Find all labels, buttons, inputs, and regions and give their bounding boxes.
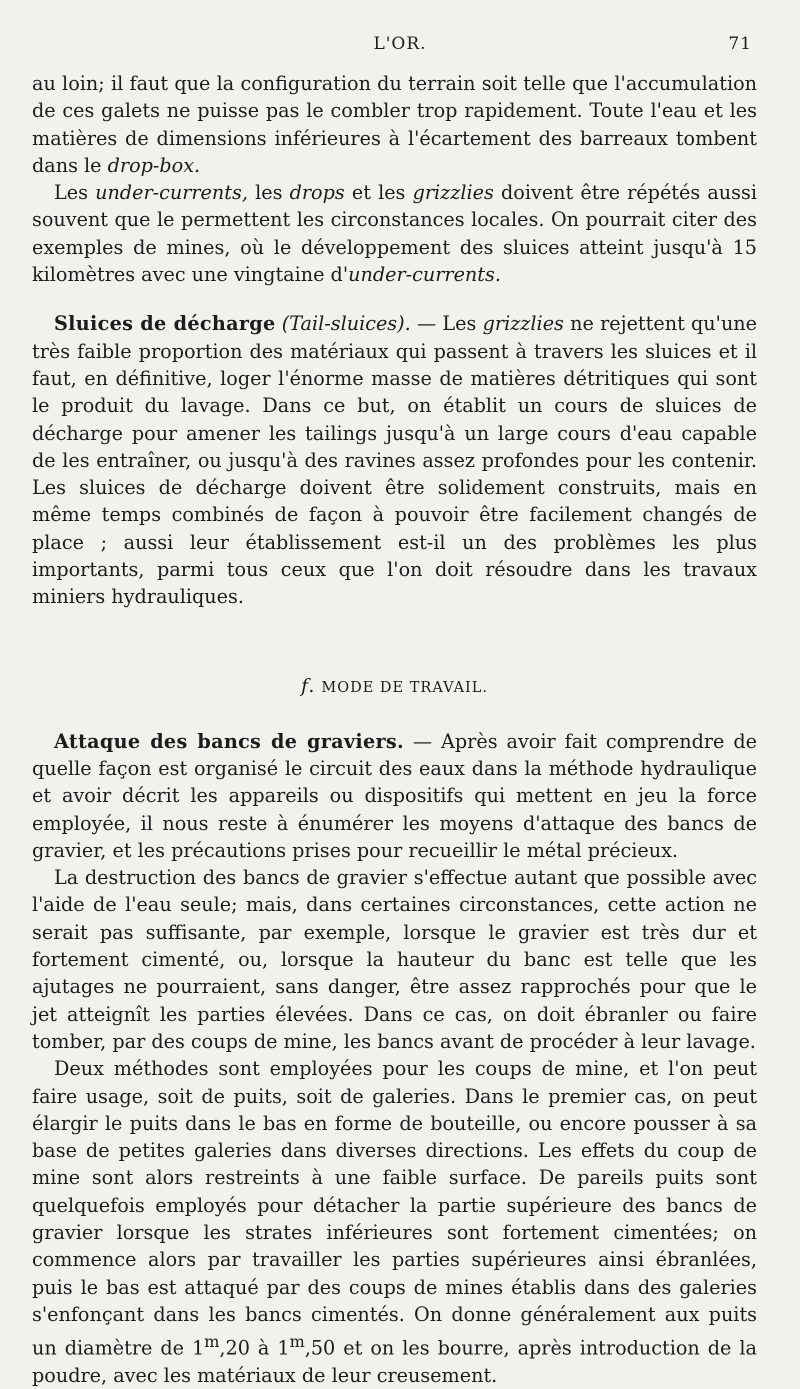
spacer — [32, 700, 757, 728]
run-in-heading: Sluices de décharge — [54, 312, 276, 336]
italic-term: under-currents, — [95, 181, 248, 205]
running-head — [0, 34, 800, 58]
italic-term: under-currents. — [348, 263, 501, 287]
text-run: doivent être répétés aussi souvent que le permettent les circonstances locales. On pourrait citer des exemples de mines, où le développement des sluices atteint jusqu'à 15 kilomètres avec une vingtaine d' — [32, 181, 757, 287]
text-run: — Les — [410, 312, 483, 336]
body-text — [32, 70, 757, 1389]
spacer — [32, 288, 757, 310]
page-number: 71 — [728, 34, 752, 54]
text-run: Les — [54, 181, 96, 205]
section-title: MODE DE TRAVAIL. — [321, 679, 489, 696]
paragraph-attaque — [32, 728, 757, 864]
italic-subtitle: (Tail-sluices). — [281, 312, 411, 336]
paragraph-continued — [32, 70, 757, 179]
text-run: les — [247, 181, 290, 205]
text-run: ,50 et on les bourre, après introduction de la poudre, avec les matériaux de leur creusement. — [32, 1336, 757, 1387]
paragraph-text: — Après avoir fait comprendre de quelle façon est organisé le circuit des eaux dans la méthode hydraulique et avoir décrit les appareils ou dispositifs qui mettent en jeu la force employée, il nous reste à énumérer les moyens d'attaque des bancs de gravier, et les précautions prises pour recueillir le métal précieux. — [32, 729, 757, 862]
running-title: L'OR. — [373, 34, 427, 54]
unit-superscript: m — [204, 1332, 220, 1352]
italic-term: grizzlies — [482, 312, 564, 336]
spacer — [32, 611, 757, 673]
text-run: ,20 à 1 — [219, 1336, 290, 1360]
paragraph-text: au loin; il faut que la configuration du terrain soit telle que l'accumulation de ces galets ne puisse pas le combler trop rapidement. Toute l'eau et les matières de dimensions inférieures à l'écartement des barreaux tombent dans le — [32, 72, 757, 177]
italic-term: drop-box. — [107, 153, 201, 177]
text-run: Deux méthodes sont employées pour les coups de mine, et l'on peut faire usage, soit de puits, soit de galeries. Dans le premier cas, on peut élargir le puits dans le bas en forme de bouteille, ou encore pousser à sa base de petites galeries dans diverses directions. Les effets du coup de mine sont alors restreints à une faible surface. De pareils puits sont quelquefois employés pour détacher la partie supérieure des bancs de gravier lorsque les strates inférieures sont fortement cimentées; on commence alors par travailler les parties supérieures ainsi ébranlées, puis le bas est attaqué par des coups de mines établis dans des galeries s'enfonçant dans les bancs cimentés. On donne généralement aux puits un diamètre de 1 — [32, 1057, 757, 1360]
paragraph-under-currents — [32, 179, 757, 288]
paragraph-text: La destruction des bancs de gravier s'effectue autant que possible avec l'aide de l'eau seule; mais, dans certaines circonstances, cette action ne serait pas suffisante, par exemple, lorsque le gravier est très dur et fortement cimenté, ou, lorsque la hauteur du banc est telle que les ajutages ne pourraient, sans danger, être assez rapprochés pour que le jet atteignît les parties élevées. Dans ce cas, on doit ébranler ou faire tomber, par des coups de mine, les bancs avant de procéder à leur lavage. — [32, 866, 757, 1053]
paragraph-methodes — [32, 1055, 757, 1389]
paragraph-destruction — [32, 864, 757, 1055]
text-run: ne rejettent qu'une très faible proportion des matériaux qui passent à travers les sluices et il faut, en définitive, loger l'énorme masse de matières détritiques qui sont le produit du lavage. Dans ce but, on établit un cours de sluices de décharge pour amener les tailings jusqu'à un large cours d'eau capable de les entraîner, ou jusqu'à des ravines assez profondes pour les contenir. Les sluices de décharge doivent être solidement construits, mais en même temps combinés de façon à pouvoir être facilement changés de place ; aussi leur établissement est-il un des problèmes les plus importants, parmi tous ceux que l'on doit résoudre dans les travaux miniers hydrauliques. — [32, 312, 758, 609]
section-heading — [32, 673, 757, 700]
paragraph-sluices-decharge — [32, 310, 757, 610]
run-in-heading: Attaque des bancs de graviers. — [54, 729, 404, 753]
section-letter: f. — [300, 674, 316, 697]
italic-term: drops — [289, 181, 345, 205]
text-run: et les — [344, 181, 413, 205]
unit-superscript: m — [289, 1332, 305, 1352]
italic-term: grizzlies — [412, 181, 494, 205]
